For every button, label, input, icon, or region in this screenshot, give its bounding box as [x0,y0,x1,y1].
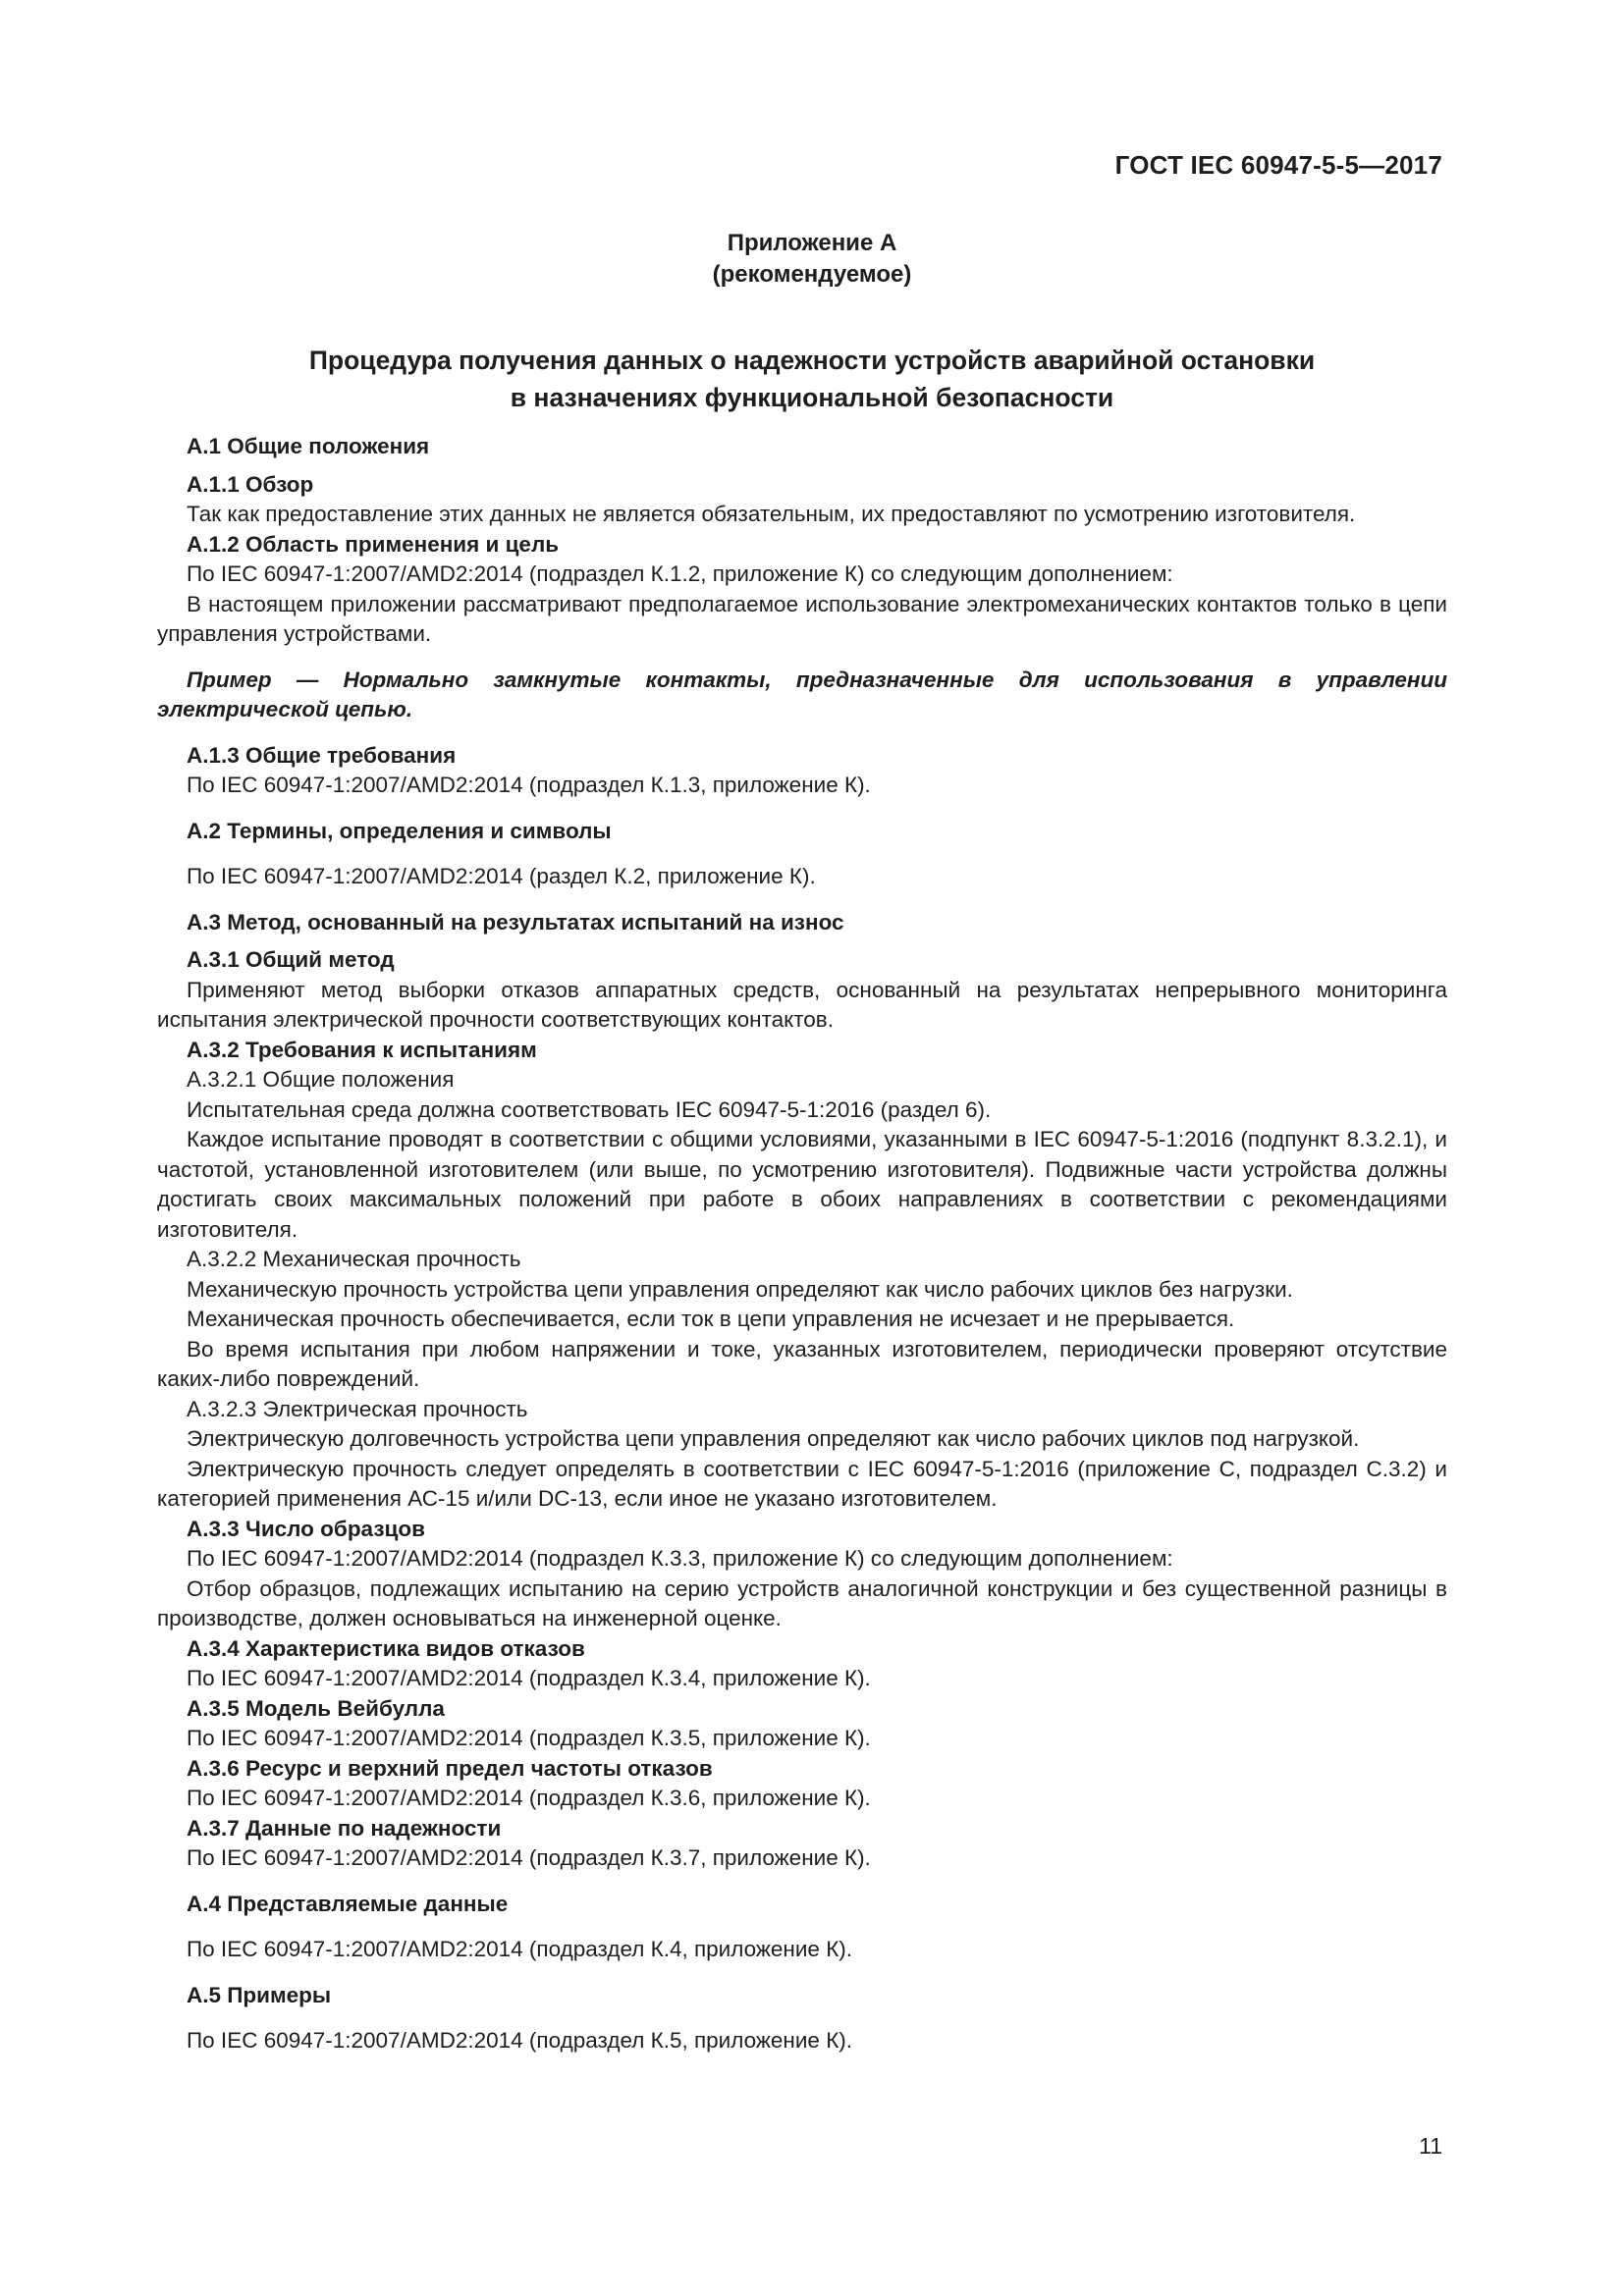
section-heading-a3-3: А.3.3 Число образцов [187,1516,425,1541]
appendix-status: (рекомендуемое) [712,261,912,288]
document-body [157,432,1447,2056]
paragraph: По IEC 60947-1:2007/AMD2:2014 (подраздел К.3.5, приложение К). [187,1726,871,1750]
document-title [0,342,1624,416]
example-paragraph: Пример — Нормально замкнутые контакты, предназначенные для использования в управлении электрической цепью. [157,667,1447,721]
paragraph: Так как предоставление этих данных не является обязательным, их предоставляют по усмотрению изготовителя. [187,502,1356,526]
paragraph: По IEC 60947-1:2007/AMD2:2014 (подраздел К.3.7, приложение К). [187,1845,871,1870]
standard-code: ГОСТ IEC 60947-5-5—2017 [1114,150,1442,180]
paragraph: Каждое испытание проводят в соответствии с общими условиями, указанными в IEC 60947-5-1:2016 (подпункт 8.3.2.1), и частотой, установленной изготовителем (или выше, по усмотрению изготовителя). Подвижные части устройства должны достигать своих максимальных положений при работе в обоих направлениях в соответствии с рекомендациями изготовителя. [157,1127,1447,1242]
appendix-heading [0,228,1624,291]
paragraph: По IEC 60947-1:2007/AMD2:2014 (подраздел К.5, приложение К). [187,2028,853,2053]
paragraph: По IEC 60947-1:2007/AMD2:2014 (подраздел К.4, приложение К). [187,1937,853,1961]
subsection-heading-a3-2-1: А.3.2.1 Общие положения [187,1067,455,1092]
appendix-title: Приложение А [727,230,897,256]
paragraph: Во время испытания при любом напряжении и токе, указанных изготовителем, периодически проверяют отсутствие каких-либо повреждений. [157,1336,1447,1391]
paragraph: Электрическую прочность следует определять в соответствии с IEC 60947-5-1:2016 (приложение С, подраздел С.3.2) и категорией применения АС-15 и/или DC-13, если иное не указано изготовителем. [157,1456,1447,1511]
paragraph: Испытательная среда должна соответствовать IEC 60947-5-1:2016 (раздел 6). [187,1096,992,1122]
paragraph: Применяют метод выборки отказов аппаратных средств, основанный на результатах непрерывного мониторинга испытания электрической прочности соответствующих контактов. [157,977,1447,1032]
document-title-line-1: Процедура получения данных о надежности устройств аварийной остановки [308,346,1316,375]
subsection-heading-a3-2-2: А.3.2.2 Механическая прочность [187,1247,521,1271]
section-heading-a3-1: А.3.1 Общий метод [187,947,395,972]
paragraph: Отбор образцов, подлежащих испытанию на серию устройств аналогичной конструкции и без существенной разницы в производстве, должен основываться на инженерной оценке. [157,1575,1447,1630]
paragraph: По IEC 60947-1:2007/AMD2:2014 (подраздел К.3.4, приложение К). [187,1666,871,1690]
section-heading-a2: А.2 Термины, определения и символы [187,818,612,843]
page-number: 11 [1419,2133,1442,2159]
section-heading-a1: А.1 Общие положения [187,434,430,458]
paragraph: По IEC 60947-1:2007/AMD2:2014 (подраздел К.1.3, приложение К). [187,773,871,797]
paragraph: Электрическую долговечность устройства цепи управления определяют как число рабочих циклов под нагрузкой. [187,1426,1360,1451]
paragraph: По IEC 60947-1:2007/AMD2:2014 (подраздел К.1.2, приложение К) со следующим дополнением: [187,561,1173,586]
section-heading-a3-4: А.3.4 Характеристика видов отказов [187,1635,585,1661]
section-heading-a1-1: А.1.1 Обзор [187,471,314,497]
paragraph: Механическую прочность устройства цепи управления определяют как число рабочих циклов без нагрузки. [187,1276,1293,1302]
paragraph: В настоящем приложении рассматривают предполагаемое использование электромеханических контактов только в цепи управления устройствами. [157,591,1447,646]
section-heading-a3-6: А.3.6 Ресурс и верхний предел частоты отказов [187,1755,713,1781]
paragraph: Механическая прочность обеспечивается, если ток в цепи управления не исчезает и не прерывается. [187,1307,1235,1331]
subsection-heading-a3-2-3: А.3.2.3 Электрическая прочность [187,1396,528,1421]
paragraph: По IEC 60947-1:2007/AMD2:2014 (подраздел К.3.3, приложение К) со следующим дополнением: [187,1546,1173,1571]
paragraph: По IEC 60947-1:2007/AMD2:2014 (раздел К.2, приложение К). [187,864,816,888]
section-heading-a4: А.4 Представляемые данные [187,1891,509,1916]
paragraph: По IEC 60947-1:2007/AMD2:2014 (подраздел К.3.6, приложение К). [187,1786,871,1810]
section-heading-a3-5: А.3.5 Модель Вейбулла [187,1695,445,1721]
section-heading-a5: А.5 Примеры [187,1982,332,2007]
section-heading-a3: А.3 Метод, основанный на результатах испытаний на износ [187,909,844,934]
section-heading-a3-2: А.3.2 Требования к испытаниям [187,1037,537,1062]
section-heading-a3-7: А.3.7 Данные по надежности [187,1815,502,1841]
section-heading-a1-3: А.1.3 Общие требования [187,742,457,768]
document-title-line-2: в назначениях функциональной безопасности [510,383,1114,412]
section-heading-a1-2: А.1.2 Область применения и цель [187,531,560,557]
